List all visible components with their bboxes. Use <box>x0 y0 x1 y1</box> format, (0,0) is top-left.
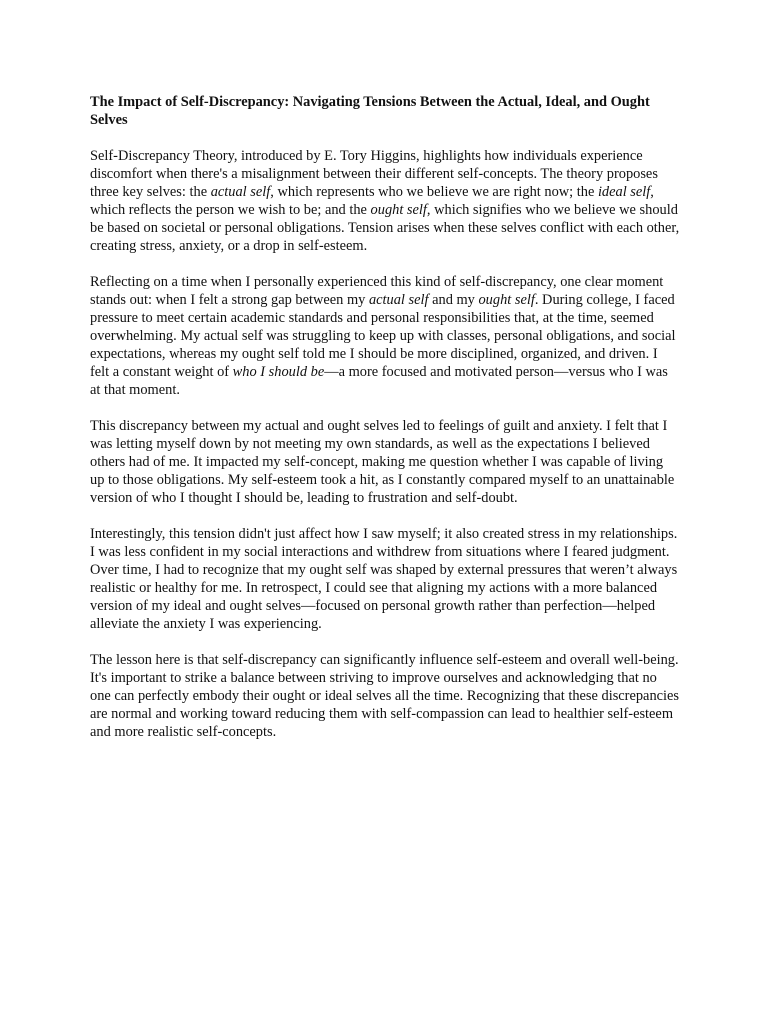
paragraph-2-emphasis-2: ought self <box>478 292 535 308</box>
paragraph-2-text-1: Reflecting on a time when I personally experienced this kind of self-discrepancy, one clear moment stands out: when I felt a strong gap between my <box>90 274 664 308</box>
paragraph-2 <box>90 273 680 399</box>
paragraph-1 <box>90 147 680 255</box>
paragraph-2-emphasis-3: who I should be <box>232 364 325 380</box>
paragraph-1-emphasis-1: actual self <box>210 184 271 200</box>
document-body <box>90 93 680 759</box>
paragraph-1-emphasis-2: ideal self <box>597 184 651 200</box>
paragraph-1-text-1: Self-Discrepancy Theory, introduced by E. Tory Higgins, highlights how individuals experience discomfort when there's a misalignment between their different self-concepts. The theory proposes three key selves: the <box>90 148 658 200</box>
document-title: The Impact of Self-Discrepancy: Navigating Tensions Between the Actual, Ideal, and Ought Selves <box>90 94 650 128</box>
paragraph-2-text-3: . During college, I faced pressure to meet certain academic standards and personal responsibilities that, at the time, seemed overwhelming. My actual self was struggling to keep up with classes, personal obligations, and social expectations, whereas my ought self told me I should be more disciplined, organized, and driven. I felt a constant weight of <box>90 292 676 380</box>
paragraph-4: Interestingly, this tension didn't just affect how I saw myself; it also created stress in my relationships. I was less confident in my social interactions and withdrew from situations where I feared judgment. Over time, I had to recognize that my ought self was shaped by external pressures that weren’t always realistic or healthy for me. In retrospect, I could see that aligning my actions with a more balanced version of my ideal and ought selves—focused on personal growth rather than perfection—helped alleviate the anxiety I was experiencing. <box>90 526 678 632</box>
paragraph-2-text-2: and my <box>428 292 479 308</box>
paragraph-5: The lesson here is that self-discrepancy can significantly influence self-esteem and overall well-being. It's important to strike a balance between striving to improve ourselves and acknowledging that no one can perfectly embody their ought or ideal selves all the time. Recognizing that these discrepancies are normal and working toward reducing them with self-compassion can lead to healthier self-esteem and more realistic self-concepts. <box>90 652 680 740</box>
paragraph-2-text-4: —a more focused and motivated person—versus who I was at that moment. <box>90 364 668 398</box>
paragraph-1-text-2: , which represents who we believe we are right now; the <box>270 184 598 200</box>
paragraph-1-text-4: , which signifies who we believe we should be based on societal or personal obligations. Tension arises when these selves conflict with each other, creating stress, anxiety, or a drop in self-esteem. <box>90 202 680 254</box>
paragraph-2-emphasis-1: actual self <box>368 292 429 308</box>
paragraph-1-emphasis-3: ought self <box>370 202 427 218</box>
paragraph-1-text-3: , which reflects the person we wish to be; and the <box>90 184 654 218</box>
paragraph-3: This discrepancy between my actual and ought selves led to feelings of guilt and anxiety. I felt that I was letting myself down by not meeting my own standards, as well as the expectations I believed others had of me. It impacted my self-concept, making me question whether I was capable of living up to those obligations. My self-esteem took a hit, as I constantly compared myself to an unattainable version of who I thought I should be, leading to frustration and self-doubt. <box>90 418 675 506</box>
